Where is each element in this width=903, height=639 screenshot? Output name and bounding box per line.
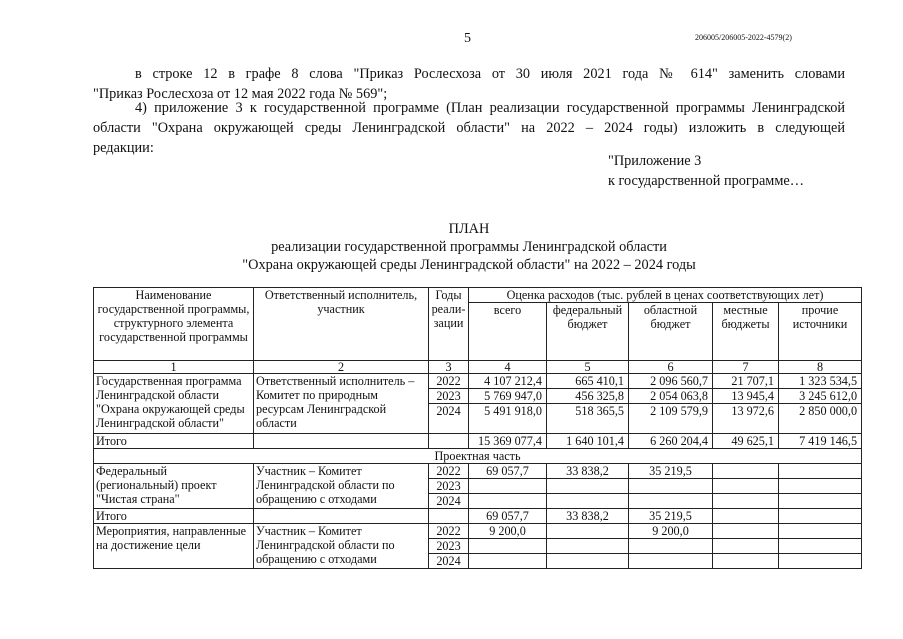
header-total: всего <box>469 303 547 361</box>
header-regional: областной бюджет <box>629 303 713 361</box>
local-cell <box>713 509 779 524</box>
other-cell <box>779 554 862 569</box>
plan-table <box>93 287 862 569</box>
total-cell <box>469 479 547 494</box>
local-cell: 49 625,1 <box>713 434 779 449</box>
federal-cell <box>547 494 629 509</box>
other-cell <box>779 494 862 509</box>
plan-title: ПЛАН <box>448 221 490 237</box>
project-name: Федеральный (региональный) проект "Чистая страна" <box>94 464 254 509</box>
header-years: Годы реали-зации <box>429 288 469 361</box>
federal-cell: 665 410,1 <box>547 374 629 389</box>
page-number: 5 <box>464 31 471 46</box>
total-cell: 5 769 947,0 <box>469 389 547 404</box>
total-cell <box>469 554 547 569</box>
itogo-label: Итого <box>94 434 254 449</box>
measures-name: Мероприятия, направленные на достижение цели <box>94 524 254 569</box>
header-federal: федеральный бюджет <box>547 303 629 361</box>
federal-cell <box>547 524 629 539</box>
year-cell: 2024 <box>429 494 469 509</box>
local-cell <box>713 464 779 479</box>
document-code: 206005/206005-2022-4579(2) <box>695 33 792 42</box>
other-cell: 7 419 146,5 <box>779 434 862 449</box>
year-cell: 2024 <box>429 404 469 434</box>
regional-cell <box>629 479 713 494</box>
local-cell <box>713 479 779 494</box>
local-cell <box>713 554 779 569</box>
other-cell <box>779 509 862 524</box>
other-cell <box>779 479 862 494</box>
project-part-label: Проектная часть <box>94 449 862 464</box>
other-cell <box>779 539 862 554</box>
federal-cell <box>547 554 629 569</box>
total-cell: 4 107 212,4 <box>469 374 547 389</box>
paragraph-line: "Приказ Рослесхоза от 12 мая 2022 года № 569"; <box>93 86 388 102</box>
total-cell: 15 369 077,4 <box>469 434 547 449</box>
column-number: 8 <box>779 361 862 374</box>
paragraph-line: области "Охрана окружающей среды Ленинградской области" на 2022 – 2024 годы) изложить в следующей <box>93 120 845 136</box>
empty-cell <box>254 434 429 449</box>
local-cell: 21 707,1 <box>713 374 779 389</box>
total-cell: 9 200,0 <box>469 524 547 539</box>
paragraph-appendix-change <box>93 98 845 158</box>
appendix-reference <box>608 151 804 191</box>
total-cell <box>469 539 547 554</box>
total-cell: 5 491 918,0 <box>469 404 547 434</box>
regional-cell: 35 219,5 <box>629 509 713 524</box>
year-cell: 2023 <box>429 389 469 404</box>
column-number: 7 <box>713 361 779 374</box>
plan-subtitle: реализации государственной программы Ленинградской области <box>271 239 667 255</box>
plan-heading <box>93 220 845 274</box>
other-cell: 1 323 534,5 <box>779 374 862 389</box>
header-name: Наименование государственной программы, структурного элемента государственной программы <box>94 288 254 361</box>
federal-cell <box>547 479 629 494</box>
total-cell: 69 057,7 <box>469 464 547 479</box>
empty-cell <box>429 434 469 449</box>
other-cell: 2 850 000,0 <box>779 404 862 434</box>
empty-cell <box>254 509 429 524</box>
other-cell: 3 245 612,0 <box>779 389 862 404</box>
program-name: Государственная программа Ленинградской области "Охрана окружающей среды Ленинградской области" <box>94 374 254 434</box>
year-cell: 2023 <box>429 479 469 494</box>
column-number: 2 <box>254 361 429 374</box>
year-cell: 2022 <box>429 374 469 389</box>
column-numbers-row <box>94 361 862 374</box>
column-number: 6 <box>629 361 713 374</box>
appendix-line: "Приложение 3 <box>608 153 702 169</box>
federal-cell: 33 838,2 <box>547 464 629 479</box>
empty-cell <box>429 509 469 524</box>
local-cell <box>713 539 779 554</box>
federal-cell: 33 838,2 <box>547 509 629 524</box>
local-cell: 13 972,6 <box>713 404 779 434</box>
regional-cell <box>629 554 713 569</box>
paragraph-line: редакции: <box>93 140 154 156</box>
regional-cell: 2 054 063,8 <box>629 389 713 404</box>
federal-cell: 1 640 101,4 <box>547 434 629 449</box>
project-executor: Участник – Комитет Ленинградской области по обращению с отходами <box>254 464 429 509</box>
local-cell <box>713 494 779 509</box>
column-number: 5 <box>547 361 629 374</box>
year-cell: 2023 <box>429 539 469 554</box>
header-other: прочие источники <box>779 303 862 361</box>
plan-subtitle: "Охрана окружающей среды Ленинградской области" на 2022 – 2024 годы <box>242 257 696 273</box>
table-row <box>94 464 862 479</box>
column-number: 3 <box>429 361 469 374</box>
column-number: 1 <box>94 361 254 374</box>
table-row <box>94 524 862 539</box>
local-cell: 13 945,4 <box>713 389 779 404</box>
regional-cell <box>629 494 713 509</box>
header-executor: Ответственный исполнитель, участник <box>254 288 429 361</box>
header-local: местные бюджеты <box>713 303 779 361</box>
other-cell <box>779 464 862 479</box>
year-cell: 2022 <box>429 524 469 539</box>
year-cell: 2022 <box>429 464 469 479</box>
federal-cell: 456 325,8 <box>547 389 629 404</box>
measures-executor: Участник – Комитет Ленинградской области по обращению с отходами <box>254 524 429 569</box>
year-cell: 2024 <box>429 554 469 569</box>
header-estimate: Оценка расходов (тыс. рублей в ценах соответствующих лет) <box>469 288 862 303</box>
column-number: 4 <box>469 361 547 374</box>
paragraph-line: 4) приложение 3 к государственной программе (План реализации государственной программы Ленинградской <box>135 100 845 116</box>
regional-cell: 35 219,5 <box>629 464 713 479</box>
itogo-row <box>94 434 862 449</box>
local-cell <box>713 524 779 539</box>
other-cell <box>779 524 862 539</box>
federal-cell <box>547 539 629 554</box>
regional-cell: 2 109 579,9 <box>629 404 713 434</box>
federal-cell: 518 365,5 <box>547 404 629 434</box>
itogo-label: Итого <box>94 509 254 524</box>
total-cell <box>469 494 547 509</box>
total-cell: 69 057,7 <box>469 509 547 524</box>
appendix-line: к государственной программе… <box>608 173 805 189</box>
section-row <box>94 449 862 464</box>
regional-cell <box>629 539 713 554</box>
regional-cell: 2 096 560,7 <box>629 374 713 389</box>
regional-cell: 9 200,0 <box>629 524 713 539</box>
paragraph-line: в строке 12 в графе 8 слова "Приказ Рослесхоза от 30 июля 2021 года № 614" заменить словами <box>135 66 845 82</box>
program-executor: Ответственный исполнитель – Комитет по природным ресурсам Ленинградской области <box>254 374 429 434</box>
table-row <box>94 374 862 389</box>
itogo-row <box>94 509 862 524</box>
regional-cell: 6 260 204,4 <box>629 434 713 449</box>
